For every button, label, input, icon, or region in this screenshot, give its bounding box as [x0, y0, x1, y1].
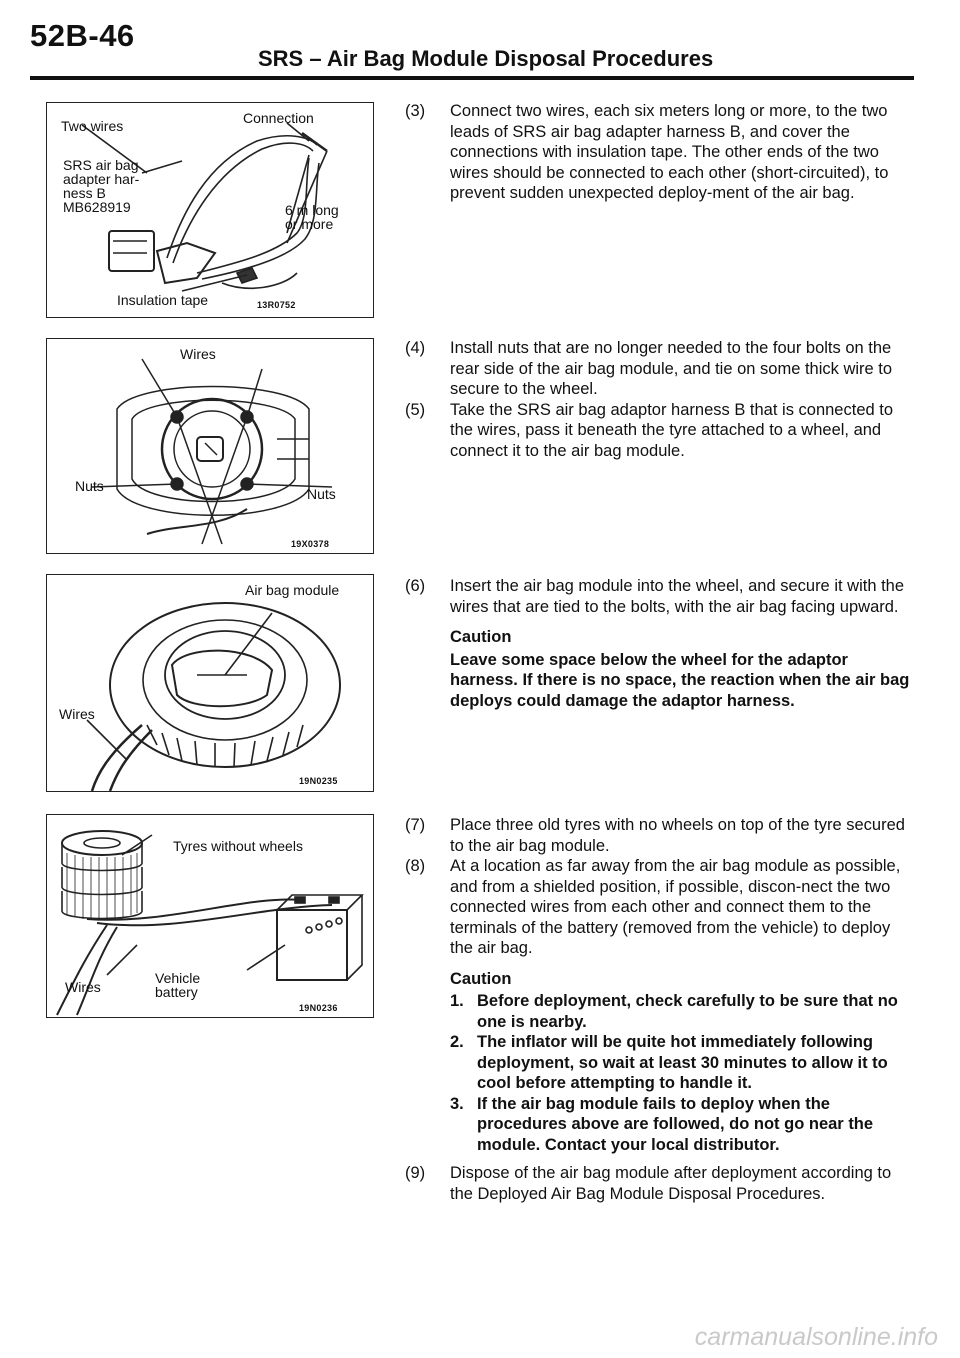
label-connection: Connection — [243, 110, 314, 126]
step-text: Install nuts that are no longer needed to the four bolts on the rear side of the air bag module, and tie on some thick wire to secure to the wheel. — [450, 339, 893, 398]
caution-item — [405, 1094, 915, 1156]
caution-item-text: Before deployment, check carefully to be sure that no one is nearby. — [477, 992, 898, 1031]
page-number: 52B-46 — [30, 18, 135, 53]
figure-code: 13R0752 — [257, 300, 296, 310]
tyre-module-illustration — [47, 575, 373, 791]
caution-text: Leave some space below the wheel for the adaptor harness. If there is no space, the reaction when the air bag deploys could damage the adaptor harness. — [450, 650, 910, 710]
label-wires: Wires — [180, 346, 216, 362]
step-number: (7) — [405, 816, 426, 834]
step-6 — [405, 576, 915, 617]
step-5 — [405, 400, 915, 462]
label-nuts-left: Nuts — [75, 478, 104, 494]
label-wires: Wires — [65, 979, 101, 995]
caution-heading: Caution — [450, 628, 512, 646]
label-harness-4: MB628919 — [63, 199, 131, 215]
label-battery-2: battery — [155, 984, 198, 1000]
label-wires: Wires — [59, 706, 95, 722]
figure-tyres-battery — [46, 814, 374, 1018]
label-insulation-tape: Insulation tape — [117, 292, 209, 308]
step-4 — [405, 338, 915, 400]
label-harness-2: adapter har- — [63, 171, 140, 187]
caution-item — [405, 991, 915, 1032]
label-harness-1: SRS air bag — [63, 157, 139, 173]
caution-item-text: If the air bag module fails to deploy when the procedures above are followed, do not go near the module. Contact your local distributor. — [477, 1094, 874, 1154]
step-text: Dispose of the air bag module after deployment according to the Deployed Air Bag Module Disposal Procedures. — [450, 1164, 892, 1203]
caution-item-number: 1. — [450, 992, 464, 1010]
step-6-block — [405, 576, 915, 711]
label-two-wires: Two wires — [61, 118, 124, 134]
step-number: (9) — [405, 1164, 426, 1182]
page-title: SRS – Air Bag Module Disposal Procedures — [258, 46, 714, 71]
label-length-1: 6 m long — [285, 202, 339, 218]
step-9 — [405, 1163, 915, 1204]
step-text: At a location as far away from the air bag module as possible, and from a shielded position, if possible, discon-nect the two connected wires from each other and connect them to the terminals of the battery (removed from the vehicle) to deploy the air bag. — [450, 857, 901, 957]
step-number: (8) — [405, 857, 426, 875]
step-text: Connect two wires, each six meters long or more, to the two leads of SRS air bag adapter harness B, and cover the connections with insulation tape. The other ends of the two wires should be connected to each other (short-circuited), to prevent sudden unexpected deploy-ment of the air bag. — [450, 102, 889, 202]
caution-item-number: 2. — [450, 1033, 464, 1051]
step-text: Place three old tyres with no wheels on top of the tyre secured to the air bag module. — [450, 816, 905, 855]
figure-wire-connection — [46, 102, 374, 318]
step-3 — [405, 101, 915, 204]
step-number: (5) — [405, 400, 426, 419]
header-rule — [30, 76, 914, 80]
step-text: Insert the air bag module into the wheel, and secure it with the wires that are tied to the bolts, with the air bag facing upward. — [450, 577, 905, 616]
figure-code: 19X0378 — [291, 539, 330, 549]
figure-tyre-module — [46, 574, 374, 792]
caution-item-text: The inflator will be quite hot immediately following deployment, so wait at least 30 minutes to allow it to cool before attempting to handle it. — [477, 1033, 888, 1092]
step-text: Take the SRS air bag adaptor harness B that is connected to the wires, pass it beneath the tyre attached to a wheel, and connect it to the air bag module. — [450, 400, 894, 460]
figure-module-nuts — [46, 338, 374, 554]
figure-code: 19N0236 — [299, 1003, 338, 1013]
caution-item-number: 3. — [450, 1094, 464, 1113]
label-air-bag-module: Air bag module — [245, 582, 340, 598]
label-harness-3: ness B — [63, 185, 106, 201]
step-number: (6) — [405, 577, 426, 595]
step-4-5-block — [405, 338, 915, 461]
label-battery-1: Vehicle — [155, 970, 201, 986]
figure-code: 19N0235 — [299, 776, 338, 786]
step-8 — [405, 856, 915, 959]
step-7-9-block — [405, 815, 915, 1204]
step-7 — [405, 815, 915, 856]
label-nuts-right: Nuts — [307, 486, 336, 502]
label-tyres: Tyres without wheels — [173, 838, 303, 854]
step-3-block — [405, 101, 915, 204]
label-length-2: or more — [285, 216, 334, 232]
watermark: carmanualsonline.info — [694, 1323, 938, 1351]
step-number: (3) — [405, 102, 426, 120]
caution-heading: Caution — [450, 969, 512, 988]
caution-item — [405, 1032, 915, 1094]
module-nuts-illustration — [47, 339, 373, 553]
step-number: (4) — [405, 339, 426, 357]
